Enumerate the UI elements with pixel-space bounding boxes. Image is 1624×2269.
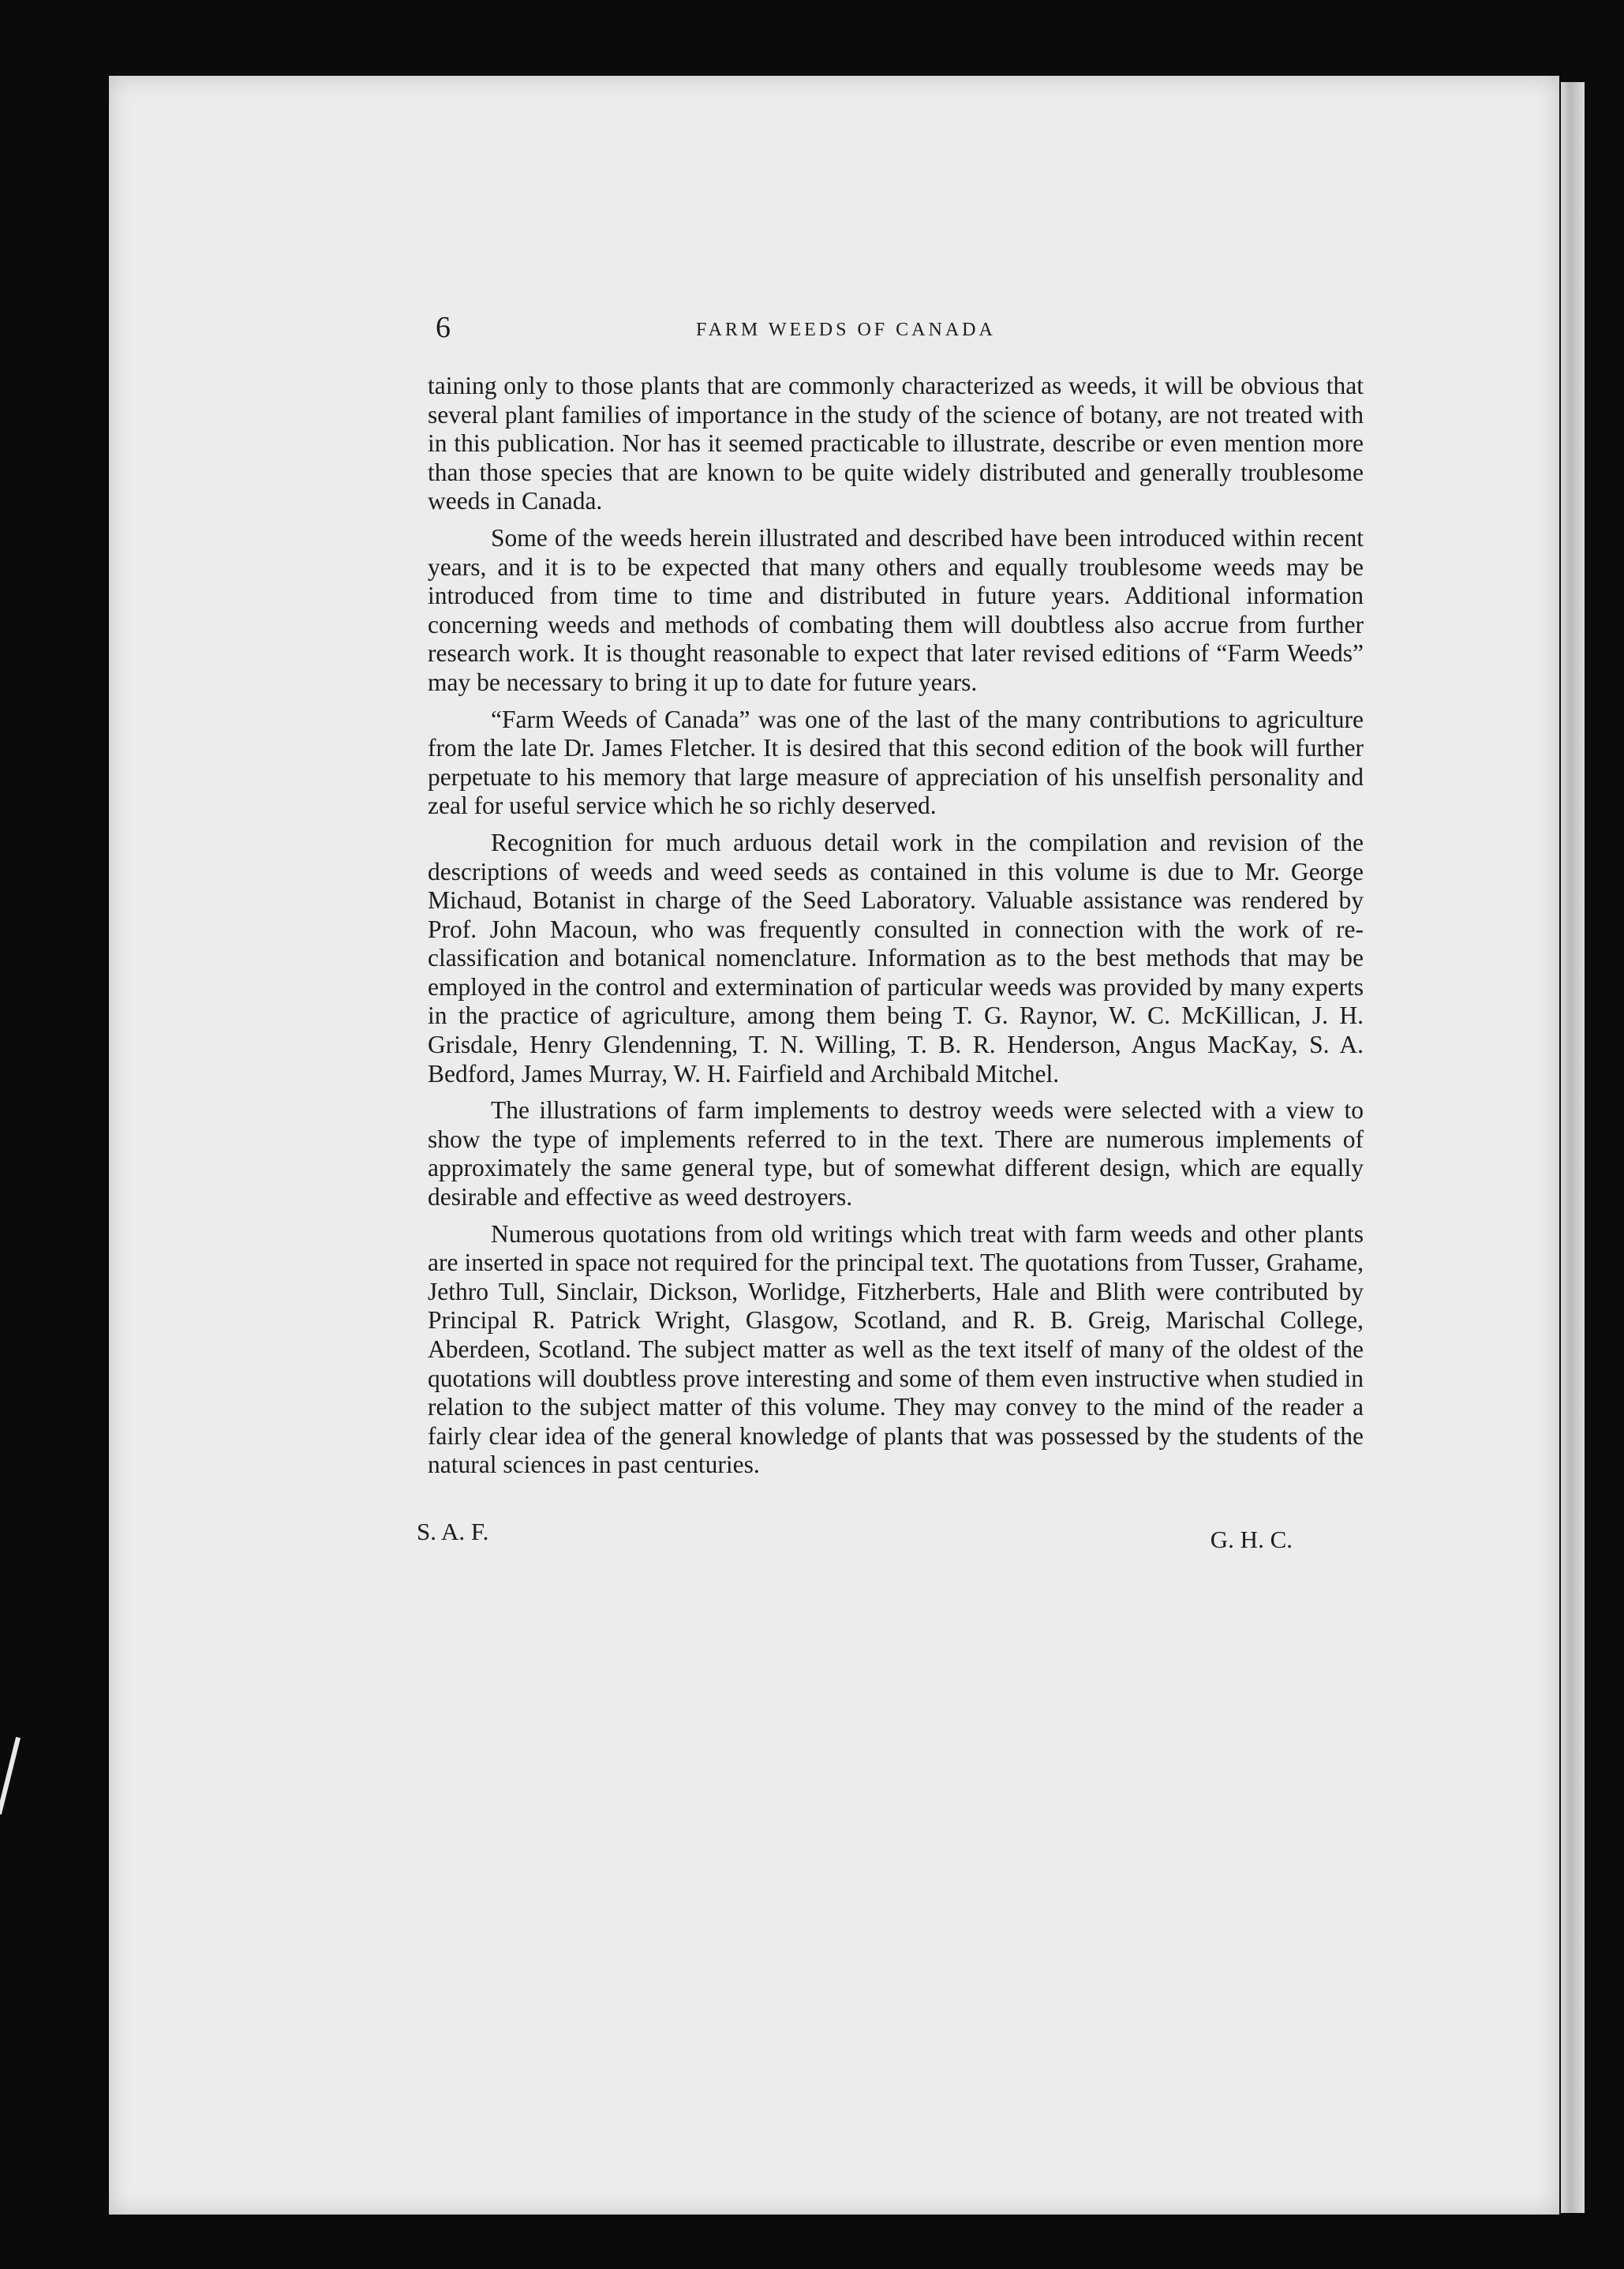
paragraph-quotations: Numerous quotations from old writings which treat with farm weeds and other plants are inserted in space not required for the principal text. The quotations from Tusser, Grahame, Jethro Tull, Sinclair, Dickson, Worlidge, Fitzherberts, Hale and Blith were contributed by Principal R. Patrick Wright, Glasgow, Scotland, and R. B. Greig, Marischal College, Aberdeen, Scotland. The subject matter as well as the text itself of many of the oldest of the quotations will doubtless prove interesting and some of them even instructive when studied in relation to the subject matter of this volume. They may convey to the mind of the reader a fairly clear idea of the general knowledge of plants that was possessed by the students of the natural sciences in past centuries. <box>428 1219 1364 1479</box>
paragraph-fletcher: “Farm Weeds of Canada” was one of the last of the many contributions to agriculture from the late Dr. James Fletcher. It is desired that this second edition of the book will further perpetuate to his memory that large measure of appreciation of his unselfish personality and zeal for useful service which he so richly deserved. <box>428 705 1364 820</box>
signature-left: S. A. F. <box>417 1517 489 1545</box>
scan-artifact-mark <box>0 1737 21 1814</box>
paragraph-illustrations: The illustrations of farm implements to destroy weeds were selected with a view to show the type of implements referred to in the text. There are numerous implements of approximately the same general type, but of somewhat different design, which are equally desirable and effective as weed destroyers. <box>428 1096 1364 1211</box>
signature-right: G. H. C. <box>1210 1525 1293 1553</box>
book-spine-edge <box>1561 82 1585 2213</box>
paragraph-recent-weeds: Some of the weeds herein illustrated and described have been introduced within recent years, and it is to be expected that many others and equally troublesome weeds may be introduced from time to time and distributed in future years. Additional information concerning weeds and methods of combating them will doubtless also accrue from further research work. It is thought reasonable to expect that later revised editions of “Farm Weeds” may be necessary to bring it up to date for future years. <box>428 523 1364 696</box>
running-title: FARM WEEDS OF CANADA <box>696 320 996 340</box>
running-head <box>428 310 1364 348</box>
signature-block <box>417 1511 1364 1559</box>
paragraph-continuation: taining only to those plants that are commonly characterized as weeds, it will be obvious that several plant families of importance in the study of the science of botany, are not treated with in this publication. Nor has it seemed practicable to illustrate, describe or even mention more than those species that are known to be quite widely distributed and generally troublesome weeds in Canada. <box>428 372 1364 515</box>
paragraph-acknowledgements: Recognition for much arduous detail work in the compilation and revision of the descriptions of weeds and weed seeds as contained in this volume is due to Mr. George Michaud, Botanist in charge of the Seed Laboratory. Valuable assistance was rendered by Prof. John Macoun, who was frequently consulted in connection with the work of re-classification and botanical nomenclature. Information as to the best methods that may be employed in the control and extermination of particular weeds was provided by many experts in the practice of agriculture, among them being T. G. Raynor, W. C. McKillican, J. H. Grisdale, Henry Glendenning, T. N. Willing, T. B. R. Henderson, Angus MacKay, S. A. Bedford, James Murray, W. H. Fairfield and Archibald Mitchel. <box>428 828 1364 1088</box>
page-content <box>417 310 1364 1559</box>
page-number: 6 <box>436 311 451 344</box>
